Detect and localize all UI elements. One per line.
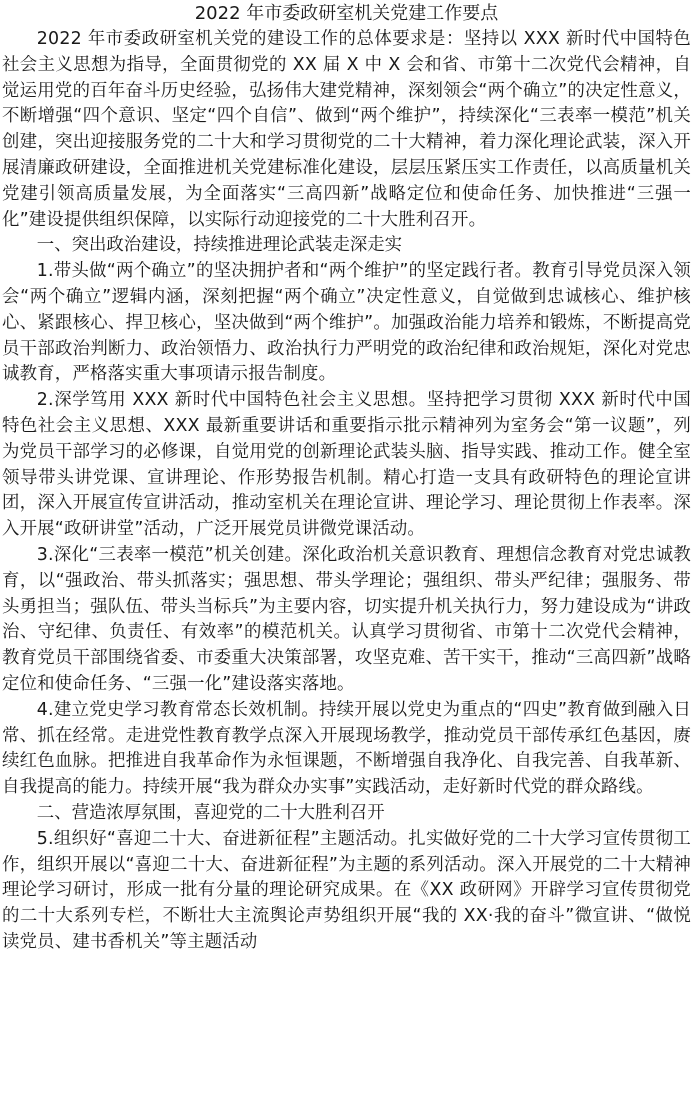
body-paragraph: 4.建立党史学习教育常态长效机制。持续开展以党史为重点的“四史”教育做到融入日常、抓在经常。走进党性教育教学点深入开展现场教学，推动党员干部传承红色基因，赓续红色血脉。把推进自我革命作为永恒课题，不断增强自我净化、自我完善、自我革新、自我提高的能力。持续开展“我为群众办实事”实践活动，走好新时代党的群众路线。 — [2, 699, 691, 798]
body-paragraph: 5.组织好“喜迎二十大、奋进新征程”主题活动。扎实做好党的二十大学习宣传贯彻工作，组织开展以“喜迎二十大、奋进新征程”为主题的系列活动。深入开展党的二十大精神理论学习研讨，形成一批有分量的理论研究成果。在《XX 政研网》开辟学习宣传贯彻党的二十大系列专栏，不断壮大主流舆论声势组织开展“我的 XX·我的奋斗”微宣讲、“做悦读党员、建书香机关”等主题活动 — [2, 828, 691, 952]
body-paragraph: 3.深化“三表率一模范”机关创建。深化政治机关意识教育、理想信念教育对党忠诚教育，以“强政治、带头抓落实；强思想、带头学理论；强组织、带头严纪律；强服务、带头勇担当；强队伍、带头当标兵”为主要内容，切实提升机关执行力，努力建设成为“讲政治、守纪律、负责任、有效率”的模范机关。认真学习贯彻省、市第十二次党代会精神，教育党员干部围绕省委、市委重大决策部署，攻坚克难、苦干实干，推动“三高四新”战略定位和使命任务、“三强一化”建设落实落地。 — [2, 544, 691, 694]
section-heading: 一、突出政治建设，持续推进理论武装走深走实 — [36, 235, 403, 256]
section-heading: 二、营造浓厚氛围，喜迎党的二十大胜利召开 — [36, 802, 385, 823]
body-paragraph: 1.带头做“两个确立”的坚决拥护者和“两个维护”的坚定践行者。教育引导党员深入领会“两个确立”逻辑内涵，深刻把握“两个确立”决定性意义，自觉做到忠诚核心、维护核心、紧跟核心、捍卫核心，坚决做到“两个维护”。加强政治能力培养和锻炼，不断提高党员干部政治判断力、政治领悟力、政治执行力严明党的政治纪律和政治规矩，深化对党忠诚教育，严格落实重大事项请示报告制度。 — [2, 261, 691, 385]
document-body — [2, 27, 691, 956]
document-title: 2022 年市委政研室机关党建工作要点 — [194, 3, 499, 24]
body-paragraph: 2022 年市委政研室机关党的建设工作的总体要求是：坚持以 XXX 新时代中国特色社会主义思想为指导，全面贯彻党的 XX 届 X 中 X 会和省、市第十二次党代会精神，自觉运用党的百年奋斗历史经验，弘扬伟大建党精神，深刻领会“两个确立”的决定性意义，不断增强“四个意识、坚定“四个自信”、做到“两个维护”，持续深化“三表率一模范”机关创建，突出迎接服务党的二十大和学习贯彻党的二十大精神，着力深化理论武装，深入开展清廉政研建设，全面推进机关党建标准化建设，层层压紧压实工作责任，以高质量机关党建引领高质量发展，为全面落实“三高四新”战略定位和使命任务、加快推进“三强一化”建设提供组织保障，以实际行动迎接党的二十大胜利召开。 — [2, 29, 691, 230]
body-paragraph: 2.深学笃用 XXX 新时代中国特色社会主义思想。坚持把学习贯彻 XXX 新时代中国特色社会主义思想、XXX 最新重要讲话和重要指示批示精神列为室务会“第一议题”，列为党员干部学习的必修课，自觉用党的创新理论武装头脑、指导实践、推动工作。健全室领导带头讲党课、宣讲理论、作形势报告机制。精心打造一支具有政研特色的理论宣讲团，深入开展宣传宣讲活动，推动室机关在理论宣讲、理论学习、理论贯彻上作表率。深入开展“政研讲堂”活动，广泛开展党员讲微党课活动。 — [2, 390, 691, 540]
